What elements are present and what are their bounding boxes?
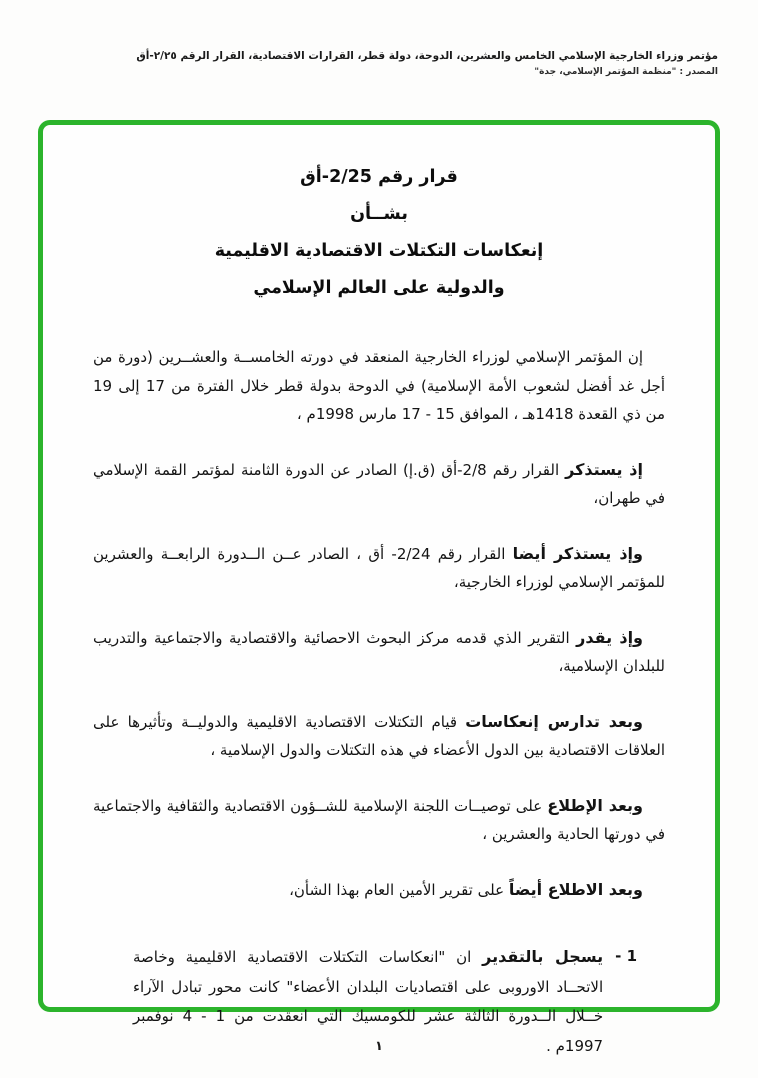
recalling-also-paragraph: [93, 540, 665, 597]
paragraph-text: على تقرير الأمين العام بهذا الشأن،: [289, 880, 505, 899]
having-studied-paragraph: [93, 708, 665, 765]
page-number: ١: [375, 1039, 383, 1054]
title-subject-line2: والدولية على العالم الإسلامي: [253, 278, 505, 298]
header-citation: مؤتمر وزراء الخارجية الإسلامي الخامس والعشرين، الدوحة، دولة قطر، القرارات الاقتصادية، القرار الرقم ٢/٢٥-أق: [136, 50, 718, 62]
item-lead: يسجل بالتقدير: [482, 947, 604, 966]
title-resolution-number: قرار رقم 2/25-أق: [300, 167, 458, 187]
paragraph-lead: وبعد الاطلاع أيضاً: [508, 879, 643, 899]
paragraph-text: القرار رقم 2/24- أق ، الصادر عــن الــدورة الرابعــة والعشرين للمؤتمر الإسلامي لوزراء الخارجية،: [93, 544, 665, 591]
item-text: ان "انعكاسات التكتلات الاقتصادية الاقليمية وخاصة الاتحــاد الاوروبى على اقتصاديات البلدان الأعضاء" كانت محور تبادل الآراء خــلال الــدورة الثالثة عشر للكومسيك التي انعقدت من 1 - 4 نوفمبر 1997م .: [133, 948, 604, 1055]
title-subject-line1: إنعكاسات التكتلات الاقتصادية الاقليمية: [214, 241, 544, 261]
appreciating-paragraph: [93, 624, 665, 681]
document-header: [20, 50, 718, 77]
paragraph-text: إن المؤتمر الإسلامي لوزراء الخارجية المنعقد في دورته الخامســة والعشــرين (دورة من أجل غد أفضل لشعوب الأمة الإسلامية) في الدوحة بدولة قطر خلال الفترة من 17 إلى 19 من ذي القعدة 1418هـ ، الموافق 15 - 17 مارس 1998م ،: [93, 348, 666, 423]
having-reviewed-also-paragraph: [93, 876, 665, 905]
paragraph-lead: وإذ يقدر: [576, 627, 644, 647]
paragraph-text: على توصيــات اللجنة الإسلامية للشــؤون الاقتصادية والثقافية والاجتماعية في دورتها الحادية والعشرين ،: [93, 796, 665, 843]
paragraph-text: قيام التكتلات الاقتصادية الاقليمية والدوليــة وتأثيرها على العلاقات الاقتصادية بين الدول الأعضاء في هذه التكتلات والدول الإسلامية ،: [93, 712, 665, 759]
title-regarding: بشــأن: [350, 204, 408, 224]
paragraph-lead: وإذ يستذكر أيضا: [512, 543, 643, 563]
paragraph-lead: وبعد الإطلاع: [547, 795, 643, 815]
paragraph-text: التقرير الذي قدمه مركز البحوث الاحصائية والاقتصادية والاجتماعية والتدريب للبلدان الإسلامية،: [93, 628, 665, 675]
recalling-paragraph: [93, 456, 665, 513]
paragraph-lead: إذ يستذكر: [565, 459, 643, 479]
highlight-border-box: [38, 120, 720, 1055]
paragraph-lead: وبعد تدارس إنعكاسات: [465, 711, 644, 731]
item-number: 1 -: [615, 947, 637, 965]
resolution-title-block: [93, 159, 665, 307]
preamble-paragraph: [93, 343, 665, 429]
header-source: المصدر : "منظمة المؤتمر الإسلامي، جدة": [534, 67, 718, 77]
paragraph-text: القرار رقم 2/8-أق (ق.إ) الصادر عن الدورة الثامنة لمؤتمر القمة الإسلامي في طهران،: [93, 460, 665, 507]
having-reviewed-paragraph: [93, 792, 665, 849]
